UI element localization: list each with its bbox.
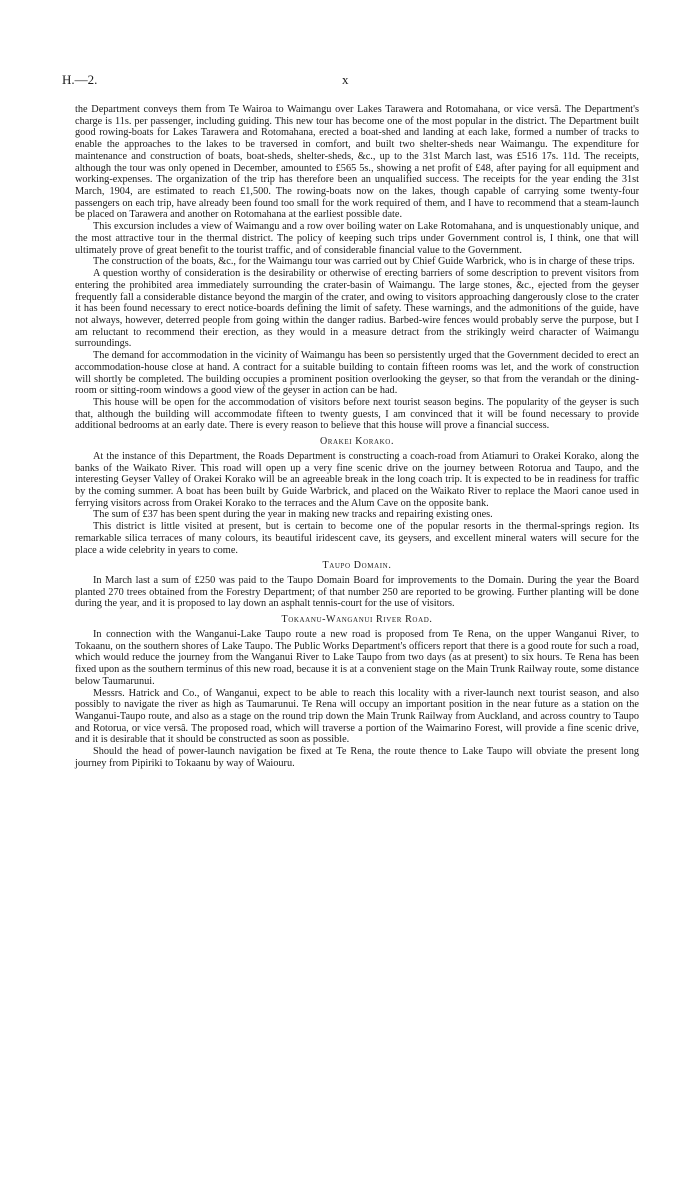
- paragraph: A question worthy of consideration is the desirability or otherwise of erecting barriers of some description to prevent visitors from entering the prohibited area immediately surrounding the crater-basin of Waimangu. The large stones, &c., ejected from the geyser frequently fall a considerable distance beyond the margin of the crater, and owing to visitors approaching dangerously close to the crater it has been found necessary to erect notice-boards defining the limit of safety. These warnings, and the admonitions of the guide, have not always, however, deterred people from going within the danger radius. Barbed-wire fences would probably serve the purpose, but I am reluctant to recommend their erection, as they would in a measure detract from the strikingly weird character of Waimangu surroundings.: [75, 268, 639, 350]
- paragraph: The demand for accommodation in the vicinity of Waimangu has been so persistently urged that the Government decided to erect an accommodation-house close at hand. A contract for a suitable building to contain fifteen rooms was let, and the work of construction will shortly be completed. The building occupies a prominent position overlooking the geyser, so that from the verandah or the dining-room or sitting-room windows a good view of the geyser in action can be had.: [75, 350, 639, 397]
- paragraph: The sum of £37 has been spent during the year in making new tracks and repairing existing ones.: [93, 509, 493, 521]
- paragraph: This excursion includes a view of Waimangu and a row over boiling water on Lake Rotomahana, and is unquestionably unique, and the most attractive tour in the thermal district. The policy of keeping such trips under Government control is, I think, one that will ultimately prove of great benefit to the tourist traffic, and of considerable financial value to the Government.: [75, 221, 639, 256]
- section-heading-taupo-domain: Taupo Domain.: [322, 560, 392, 572]
- document-body: [75, 104, 639, 770]
- paragraph: In March last a sum of £250 was paid to the Taupo Domain Board for improvements to the Domain. During the year the Board planted 270 trees obtained from the Forestry Department; of that number 250 are reported to be growing. Further planting will be done during the year, and it is proposed to lay down an asphalt tennis-court for the use of visitors.: [75, 575, 639, 610]
- page-number: x: [342, 72, 349, 87]
- paragraph: At the instance of this Department, the Roads Department is constructing a coach-road from Atiamuri to Orakei Korako, along the banks of the Waikato River. This road will open up a very fine scenic drive on the journey between Rotorua and Taupo, and the interesting Geyser Valley of Orakei Korako will be an agreeable break in the long coach trip. It is expected to be in readiness for traffic by the coming summer. A boat has been built by Guide Warbrick, and placed on the Waikato River to replace the Maori canoe used in ferrying visitors across from Orakei Korako to the terraces and the Alum Cave on the opposite bank.: [75, 450, 639, 509]
- paragraph: Should the head of power-launch navigation be fixed at Te Rena, the route thence to Lake Taupo will obviate the present long journey from Pipiriki to Tokaanu by way of Waiouru.: [75, 746, 639, 769]
- paragraph: Messrs. Hatrick and Co., of Wanganui, expect to be able to reach this locality with a river-launch next tourist season, and also possibly to navigate the river as high as Taumarunui. Te Rena will occupy an important position in the near future as a station on the Wanganui-Taupo route, and also as a stage on the round trip down the Main Trunk Railway from Auckland, and across country to Taupo and Rotorua, or vice versâ. The proposed road, which will traverse a portion of the Waimarino Forest, will provide a fine scenic drive, and it is desirable that it should be constructed as soon as possible.: [75, 687, 639, 746]
- report-reference: H.—2.: [62, 72, 98, 87]
- page-header: [62, 72, 642, 88]
- paragraph: This district is little visited at present, but is certain to become one of the popular resorts in the thermal-springs region. Its remarkable silica terraces of many colours, its beautiful iridescent cave, its geysers, and excellent mineral waters will secure for the place a wide celebrity in years to come.: [75, 521, 639, 556]
- paragraph: This house will be open for the accommodation of visitors before next tourist season begins. The popularity of the geyser is such that, although the building will accommodate fifteen to twenty guests, I am convinced that it will be found necessary to provide additional bedrooms at an early date. There is every reason to believe that this house will prove a financial success.: [75, 396, 639, 432]
- paragraph-continuation: the Department conveys them from Te Wairoa to Waimangu over Lakes Tarawera and Rotomahana, or vice versâ. The Department's charge is 11s. per passenger, including guiding. This new tour has become one of the most popular in the district. The Department built good rowing-boats for Lakes Tarawera and Rotomahana, erected a boat-shed and landing at each lake, formed a number of tracks to enable the approaches to the lakes to be traversed in comfort, and built two shelter-sheds near Waimangu. The expenditure for maintenance and construction of boats, boat-sheds, shelter-sheds, &c., up to the 31st March last, was £516 17s. 11d. The receipts, although the tour was only opened in December, amounted to £565 5s., showing a net profit of £48, after paying for all equipment and working-expenses. The organization of the trip has therefore been an unqualified success. The receipts for the year ending the 31st March, 1904, are estimated to reach £1,500. The rowing-boats now on the lakes, though capable of carrying some twenty-four passengers on each trip, have already been found too small for the work required of them, and I have to recommend that a steam-launch be placed on Tarawera and another on Rotomahana at the earliest possible date.: [75, 104, 639, 221]
- section-heading-tokaanu-wanganui-road: Tokaanu-Wanganui River Road.: [281, 614, 433, 626]
- paragraph: In connection with the Wanganui-Lake Taupo route a new road is proposed from Te Rena, on the upper Wanganui River, to Tokaanu, on the southern shores of Lake Taupo. The Public Works Department's officers report that there is a good route for such a road, which would reduce the journey from the Wanganui River to Lake Taupo from two days (as at present) to six hours. Te Rena has been fixed upon as the southern terminus of this new road, because it is at a convenient stage on the Main Trunk Railway route, some distance below Taumarunui.: [75, 628, 639, 687]
- section-heading-orakei-korako: Orakei Korako.: [319, 436, 395, 448]
- paragraph: The construction of the boats, &c., for the Waimangu tour was carried out by Chief Guide Warbrick, who is in charge of these trips.: [93, 256, 635, 268]
